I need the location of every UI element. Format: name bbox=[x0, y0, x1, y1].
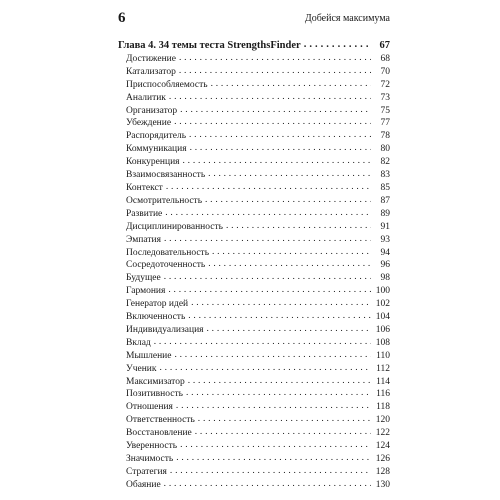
toc-entry-title: Достижение bbox=[126, 53, 176, 64]
toc-entry bbox=[118, 479, 390, 492]
toc-leader-dots bbox=[212, 246, 371, 259]
toc-leader-dots bbox=[164, 271, 371, 284]
toc-entry-page: 91 bbox=[380, 221, 390, 232]
toc-entry-title: Контекст bbox=[126, 182, 163, 193]
toc-entry-title: Мышление bbox=[126, 350, 172, 361]
toc-leader-dots bbox=[174, 116, 371, 129]
toc-chapter-title: Глава 4. 34 темы теста StrengthsFinder bbox=[118, 40, 301, 51]
toc-leader-dots bbox=[166, 181, 371, 194]
toc-leader-dots bbox=[164, 478, 371, 491]
toc-entry-title: Восстановление bbox=[126, 428, 192, 439]
toc-entry-title: Отношения bbox=[126, 402, 173, 413]
toc-entry-title: Значимость bbox=[126, 454, 174, 464]
toc-entry-page: 118 bbox=[376, 402, 390, 413]
toc-leader-dots bbox=[207, 323, 371, 336]
toc-entry-page: 93 bbox=[380, 234, 390, 245]
toc-entry-page: 82 bbox=[380, 157, 390, 168]
toc-leader-dots bbox=[180, 439, 371, 452]
running-header: Добейся максимума bbox=[304, 13, 390, 24]
toc-leader-dots bbox=[195, 426, 371, 439]
toc-leader-dots bbox=[179, 52, 371, 65]
page-number: 6 bbox=[118, 10, 126, 26]
toc-entry-title: Убеждение bbox=[126, 118, 172, 129]
toc-entry-page: 114 bbox=[376, 376, 390, 387]
toc-leader-dots bbox=[188, 375, 371, 388]
toc-entry-page: 80 bbox=[380, 144, 390, 155]
toc-entry-title: Сосредоточенность bbox=[126, 260, 206, 271]
toc-entry-page: 100 bbox=[375, 286, 390, 297]
toc-leader-dots bbox=[189, 129, 371, 142]
toc-entry-title: Аналитик bbox=[126, 92, 166, 103]
toc-entry-title: Индивидуализация bbox=[126, 324, 204, 335]
toc-leader-dots bbox=[304, 39, 371, 52]
toc-leader-dots bbox=[188, 310, 371, 323]
toc-entry-page: 126 bbox=[375, 454, 390, 464]
toc-leader-dots bbox=[190, 142, 371, 155]
toc-leader-dots bbox=[170, 465, 371, 478]
toc-entry-title: Позитивность bbox=[126, 389, 183, 400]
toc-entry-page: 124 bbox=[375, 441, 390, 452]
toc-entry-page: 104 bbox=[375, 312, 390, 323]
toc-entry-page: 120 bbox=[375, 415, 390, 426]
toc-leader-dots bbox=[175, 349, 372, 362]
toc-leader-dots bbox=[169, 91, 371, 104]
toc-entry-title: Распорядитель bbox=[126, 131, 187, 142]
toc-entry-title: Будущее bbox=[126, 273, 161, 284]
toc-entry-title: Катализатор bbox=[126, 66, 176, 77]
toc-entry-title: Осмотрительность bbox=[126, 195, 203, 206]
toc-entry-title: Генератор идей bbox=[126, 299, 189, 310]
toc-entry-title: Вклад bbox=[126, 337, 151, 348]
toc-entry-page: 78 bbox=[380, 131, 390, 142]
toc-entry-page: 106 bbox=[375, 324, 390, 335]
toc-leader-dots bbox=[168, 284, 371, 297]
toc-entry-page: 102 bbox=[375, 299, 390, 310]
toc-leader-dots bbox=[180, 104, 371, 117]
toc-entry-title: Эмпатия bbox=[126, 234, 161, 245]
toc-leader-dots bbox=[205, 194, 371, 207]
toc-entry-title: Коммуникация bbox=[126, 144, 187, 155]
toc-entry-title: Дисциплинированность bbox=[126, 221, 223, 232]
toc-entry-page: 96 bbox=[380, 260, 390, 271]
toc-leader-dots bbox=[226, 220, 371, 233]
toc-entry-title: Взаимосвязанность bbox=[126, 170, 206, 181]
toc-leader-dots bbox=[208, 168, 371, 181]
toc-leader-dots bbox=[165, 207, 371, 220]
toc-entry-title: Организатор bbox=[126, 105, 178, 116]
table-of-contents bbox=[118, 40, 390, 492]
toc-leader-dots bbox=[198, 413, 371, 426]
toc-entry-page: 72 bbox=[380, 79, 390, 90]
toc-entry-list bbox=[118, 53, 390, 492]
toc-entry-page: 116 bbox=[376, 389, 390, 400]
toc-entry-page: 83 bbox=[380, 170, 390, 181]
toc-entry-page: 77 bbox=[380, 118, 390, 129]
toc-entry-page: 68 bbox=[380, 53, 390, 64]
toc-chapter-page: 67 bbox=[379, 40, 390, 51]
toc-entry-title: Обаяние bbox=[126, 479, 161, 490]
toc-entry-page: 122 bbox=[375, 428, 390, 439]
toc-entry-title: Конкуренция bbox=[126, 157, 180, 168]
toc-entry-title: Гармония bbox=[126, 286, 166, 297]
toc-entry-title: Стратегия bbox=[126, 466, 167, 477]
toc-entry-title: Ответственность bbox=[126, 415, 195, 426]
toc-leader-dots bbox=[186, 387, 371, 400]
toc-leader-dots bbox=[179, 65, 371, 78]
toc-leader-dots bbox=[176, 400, 371, 413]
toc-entry-page: 110 bbox=[376, 350, 390, 361]
toc-entry-page: 75 bbox=[380, 105, 390, 116]
toc-leader-dots bbox=[191, 297, 371, 310]
toc-leader-dots bbox=[208, 258, 371, 271]
toc-entry-page: 89 bbox=[380, 208, 390, 219]
toc-entry-page: 128 bbox=[375, 466, 390, 477]
toc-leader-dots bbox=[176, 452, 371, 465]
toc-entry-title: Максимизатор bbox=[126, 376, 185, 387]
toc-entry-page: 85 bbox=[380, 182, 390, 193]
toc-entry-page: 73 bbox=[380, 92, 390, 103]
toc-entry-title: Включенность bbox=[126, 312, 186, 323]
toc-leader-dots bbox=[160, 362, 371, 375]
toc-entry-page: 87 bbox=[380, 195, 390, 206]
toc-entry-page: 112 bbox=[376, 363, 390, 374]
toc-leader-dots bbox=[154, 336, 371, 349]
toc-entry-page: 130 bbox=[375, 479, 390, 490]
toc-leader-dots bbox=[211, 78, 371, 91]
toc-leader-dots bbox=[164, 233, 371, 246]
toc-entry-page: 98 bbox=[380, 273, 390, 284]
toc-entry-page: 108 bbox=[375, 337, 390, 348]
toc-entry-title: Уверенность bbox=[126, 441, 178, 452]
toc-entry-title: Развитие bbox=[126, 208, 163, 219]
toc-entry-title: Последовательность bbox=[126, 247, 210, 258]
toc-leader-dots bbox=[183, 155, 371, 168]
toc-entry-title: Ученик bbox=[126, 363, 157, 374]
toc-entry-title: Приспособляемость bbox=[126, 79, 208, 90]
toc-entry-page: 94 bbox=[380, 247, 390, 258]
toc-entry-page: 70 bbox=[380, 66, 390, 77]
